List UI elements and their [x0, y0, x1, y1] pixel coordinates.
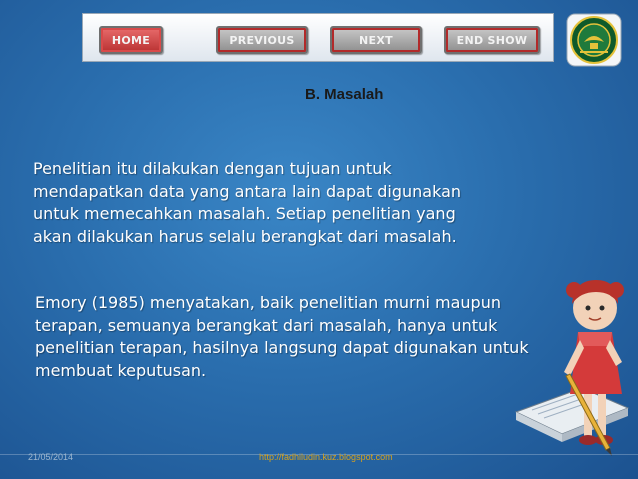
footer-date: 21/05/2014: [28, 452, 74, 462]
paragraph-research-purpose: Penelitian itu dilakukan dengan tujuan untuk mendapatkan data yang antara lain dapat digunakan untuk memecahkan masalah. Setiap penelitian yang akan dilakukan harus selalu berangkat dari masalah.: [33, 159, 462, 246]
footer-url-link[interactable]: http://fadhiludin.kuz.blogspot.com: [259, 452, 393, 462]
paragraph-emory-quote: Emory (1985) menyatakan, baik penelitian murni maupun terapan, semuanya berangkat dari masalah, hanya untuk penelitian terapan, hasilnya langsung dapat digunakan untuk membuat keputusan.: [35, 293, 529, 380]
girl-writing-icon: [512, 262, 630, 458]
end-show-button[interactable]: END SHOW: [444, 26, 540, 54]
navigation-bar: [82, 13, 554, 62]
slide-title: B. Masalah: [305, 86, 384, 103]
emblem-logo-icon: [566, 12, 622, 68]
previous-button[interactable]: PREVIOUS: [216, 26, 308, 54]
next-button[interactable]: NEXT: [330, 26, 422, 54]
home-button[interactable]: HOME: [99, 26, 163, 54]
